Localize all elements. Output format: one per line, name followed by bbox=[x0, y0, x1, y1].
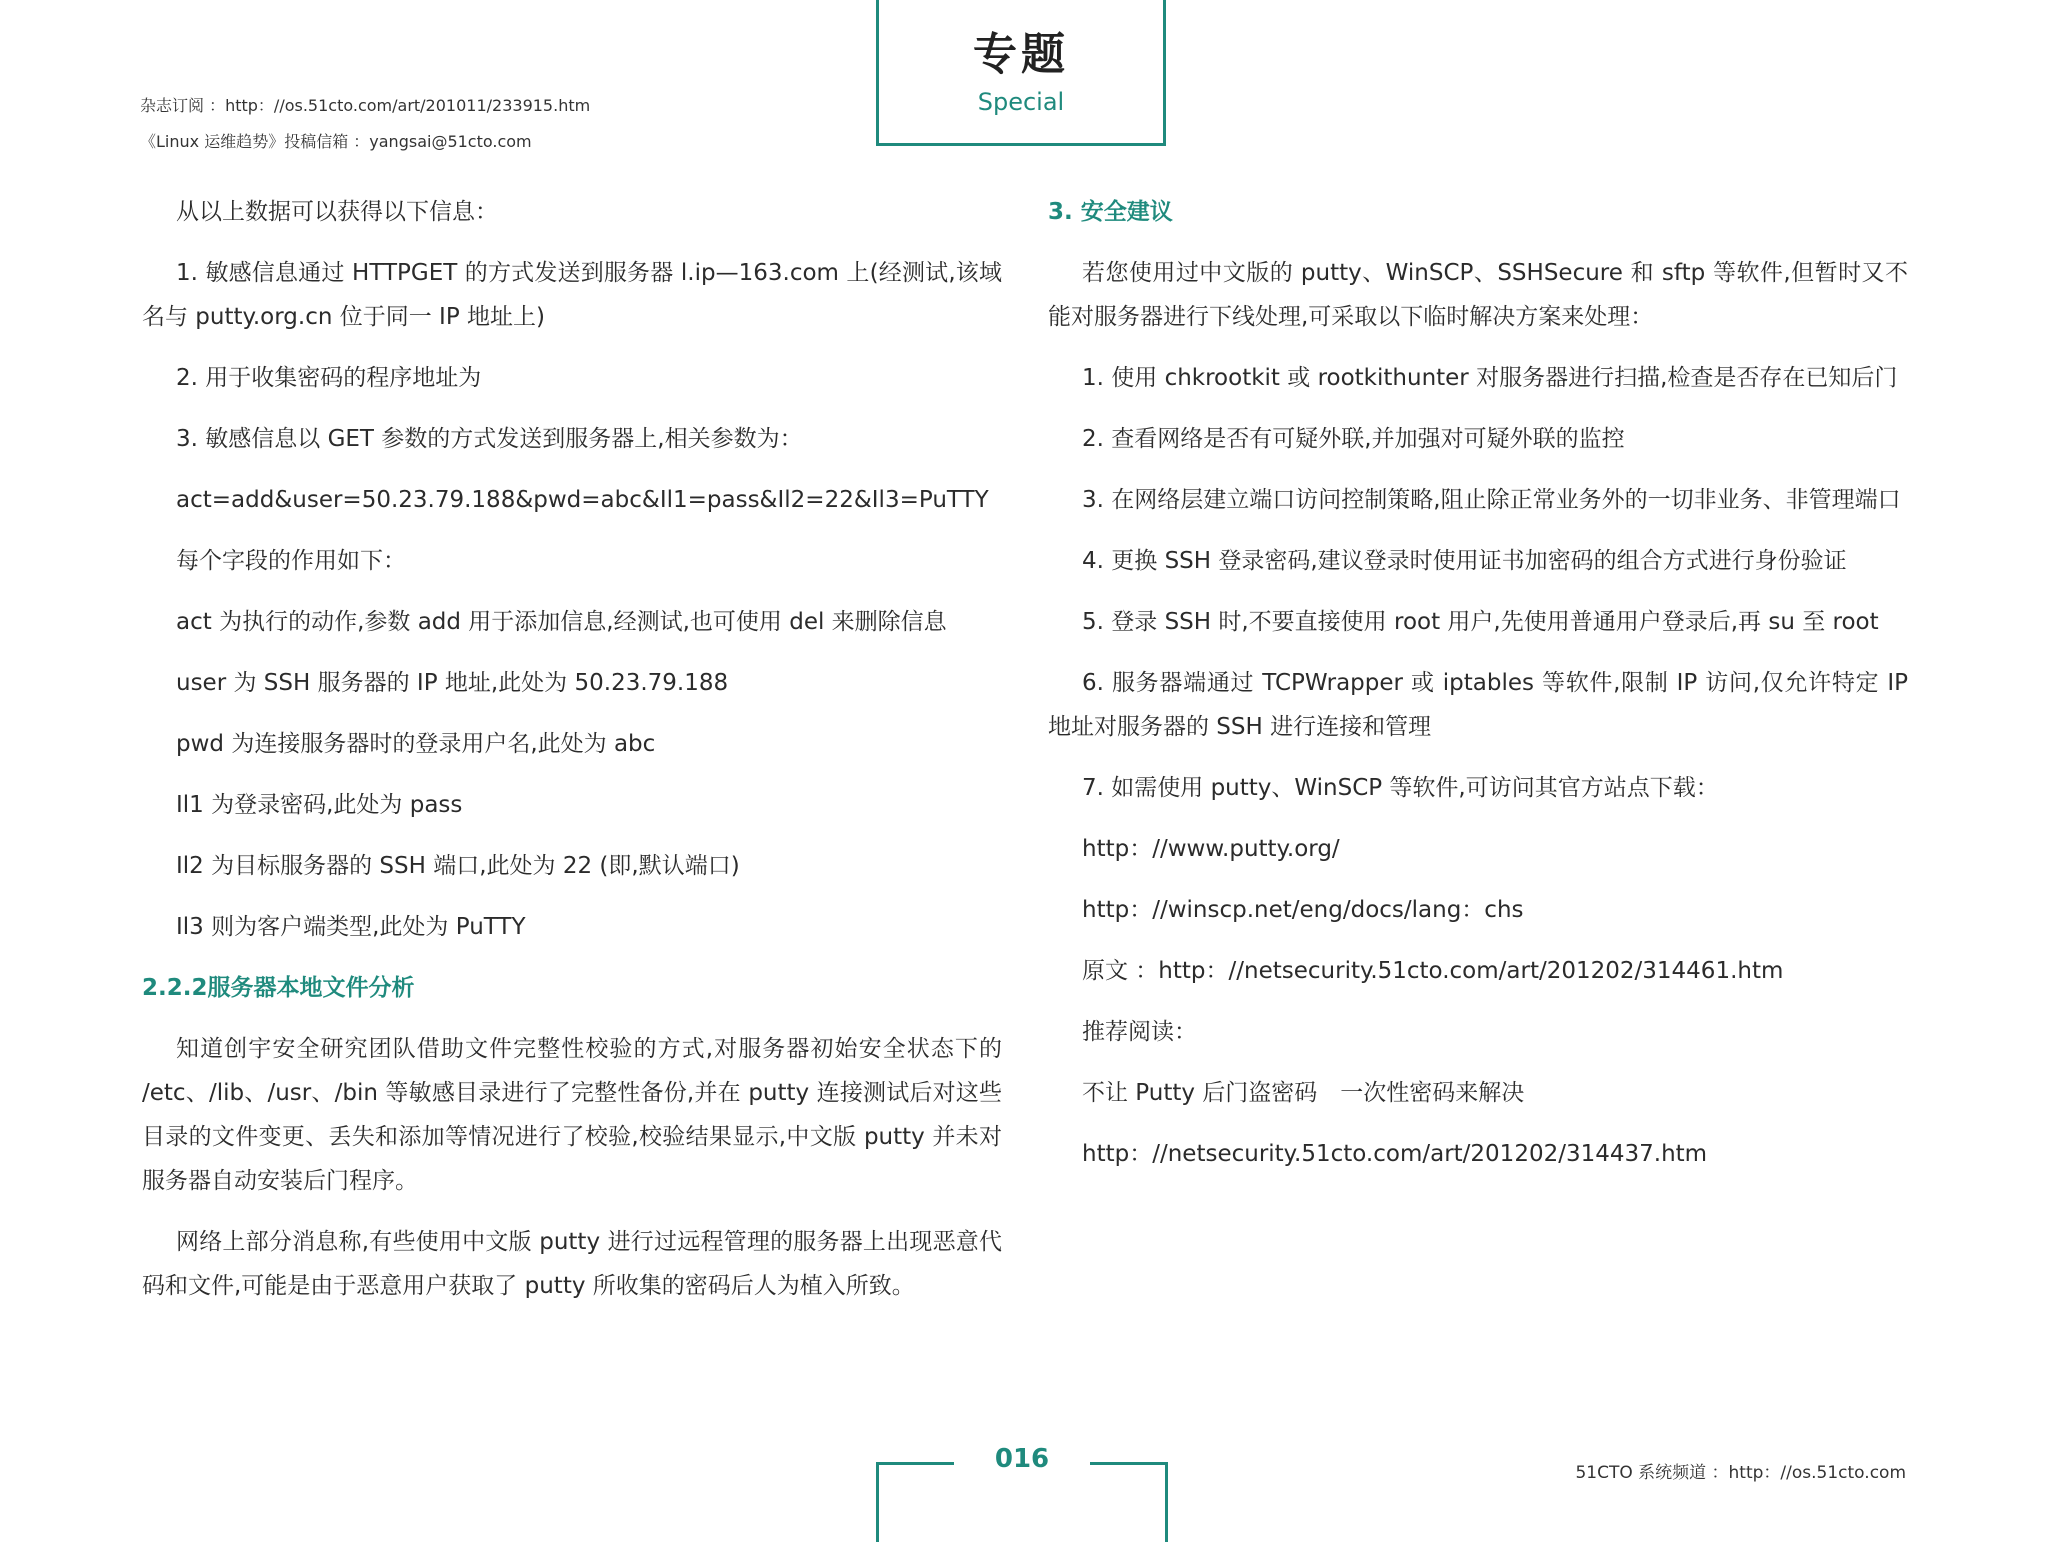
paragraph: 2. 用于收集密码的程序地址为 bbox=[176, 365, 482, 391]
link-text: http：//www.putty.org/ bbox=[1082, 836, 1340, 862]
paragraph: Il1 为登录密码,此处为 pass bbox=[176, 792, 463, 818]
paragraph: 3. 敏感信息以 GET 参数的方式发送到服务器上,相关参数为： bbox=[176, 426, 803, 452]
paragraph: Il2 为目标服务器的 SSH 端口,此处为 22 (即,默认端口) bbox=[176, 853, 740, 879]
badge-title: 专题 bbox=[973, 29, 1069, 80]
paragraph: 4. 更换 SSH 登录密码,建议登录时使用证书加密码的组合方式进行身份验证 bbox=[1082, 548, 1847, 574]
paragraph: 不让 Putty 后门盗密码 一次性密码来解决 bbox=[1082, 1080, 1525, 1106]
footer-site: 51CTO 系统频道 ：http：//os.51cto.com bbox=[1575, 1463, 1906, 1483]
paragraph: 1. 敏感信息通过 HTTPGET 的方式发送到服务器 l.ip—163.com 上(经测试,该域名与 putty.org.cn 位于同一 IP 地址上) bbox=[142, 260, 1002, 330]
subscribe-line: 杂志订阅 ：http：//os.51cto.com/art/201011/233915.htm bbox=[140, 96, 591, 115]
paragraph: 5. 登录 SSH 时,不要直接使用 root 用户,先使用普通用户登录后,再 su 至 root bbox=[1082, 609, 1879, 635]
link-text: http：//netsecurity.51cto.com/art/201202/314437.htm bbox=[1082, 1141, 1708, 1167]
left-column bbox=[142, 190, 1002, 1325]
paragraph: act 为执行的动作,参数 add 用于添加信息,经测试,也可使用 del 来删除信息 bbox=[176, 609, 947, 635]
paragraph: 每个字段的作用如下： bbox=[176, 548, 406, 574]
paragraph: 1. 使用 chkrootkit 或 rootkithunter 对服务器进行扫描,检查是否存在已知后门 bbox=[1082, 365, 1898, 391]
paragraph: 网络上部分消息称,有些使用中文版 putty 进行过远程管理的服务器上出现恶意代码和文件,可能是由于恶意用户获取了 putty 所收集的密码后人为植入所致。 bbox=[142, 1229, 1002, 1299]
section-badge bbox=[876, 0, 1166, 146]
section-heading: 2.2.2服务器本地文件分析 bbox=[142, 975, 415, 1001]
source-line: 原文 ：http：//netsecurity.51cto.com/art/201202/314461.htm bbox=[1082, 958, 1784, 984]
footer-bracket-right bbox=[1090, 1462, 1168, 1542]
paragraph: act=add&user=50.23.79.188&pwd=abc&Il1=pass&Il2=22&Il3=PuTTY bbox=[176, 487, 989, 513]
link-text: http：//winscp.net/eng/docs/lang：chs bbox=[1082, 897, 1524, 923]
header-meta bbox=[140, 88, 590, 160]
section-heading: 3. 安全建议 bbox=[1048, 199, 1173, 225]
paragraph: user 为 SSH 服务器的 IP 地址,此处为 50.23.79.188 bbox=[176, 670, 729, 696]
badge-subtitle: Special bbox=[977, 88, 1065, 116]
paragraph: 若您使用过中文版的 putty、WinSCP、SSHSecure 和 sftp 等软件,但暂时又不能对服务器进行下线处理,可采取以下临时解决方案来处理： bbox=[1048, 260, 1908, 330]
paragraph: 2. 查看网络是否有可疑外联,并加强对可疑外联的监控 bbox=[1082, 426, 1625, 452]
paragraph: Il3 则为客户端类型,此处为 PuTTY bbox=[176, 914, 526, 940]
paragraph: 从以上数据可以获得以下信息： bbox=[176, 199, 498, 225]
paragraph: 6. 服务器端通过 TCPWrapper 或 iptables 等软件,限制 IP 访问,仅允许特定 IP 地址对服务器的 SSH 进行连接和管理 bbox=[1048, 670, 1908, 740]
page-number: 016 bbox=[994, 1444, 1050, 1474]
paragraph: 7. 如需使用 putty、WinSCP 等软件,可访问其官方站点下载： bbox=[1082, 775, 1719, 801]
footer-bracket-left bbox=[876, 1462, 954, 1542]
paragraph: pwd 为连接服务器时的登录用户名,此处为 abc bbox=[176, 731, 656, 757]
paragraph: 知道创宇安全研究团队借助文件完整性校验的方式,对服务器初始安全状态下的 /etc、/lib、/usr、/bin 等敏感目录进行了完整性备份,并在 putty 连接测试后对这些目录的文件变更、丢失和添加等情况进行了校验,校验结果显示,中文版 putty 并未对服务器自动安装后门程序。 bbox=[142, 1036, 1002, 1194]
submit-line: 《Linux 运维趋势》投稿信箱 ：yangsai@51cto.com bbox=[140, 132, 532, 151]
paragraph: 3. 在网络层建立端口访问控制策略,阻止除正常业务外的一切非业务、非管理端口 bbox=[1082, 487, 1901, 513]
paragraph: 推荐阅读： bbox=[1082, 1019, 1197, 1045]
right-column bbox=[1048, 190, 1908, 1193]
